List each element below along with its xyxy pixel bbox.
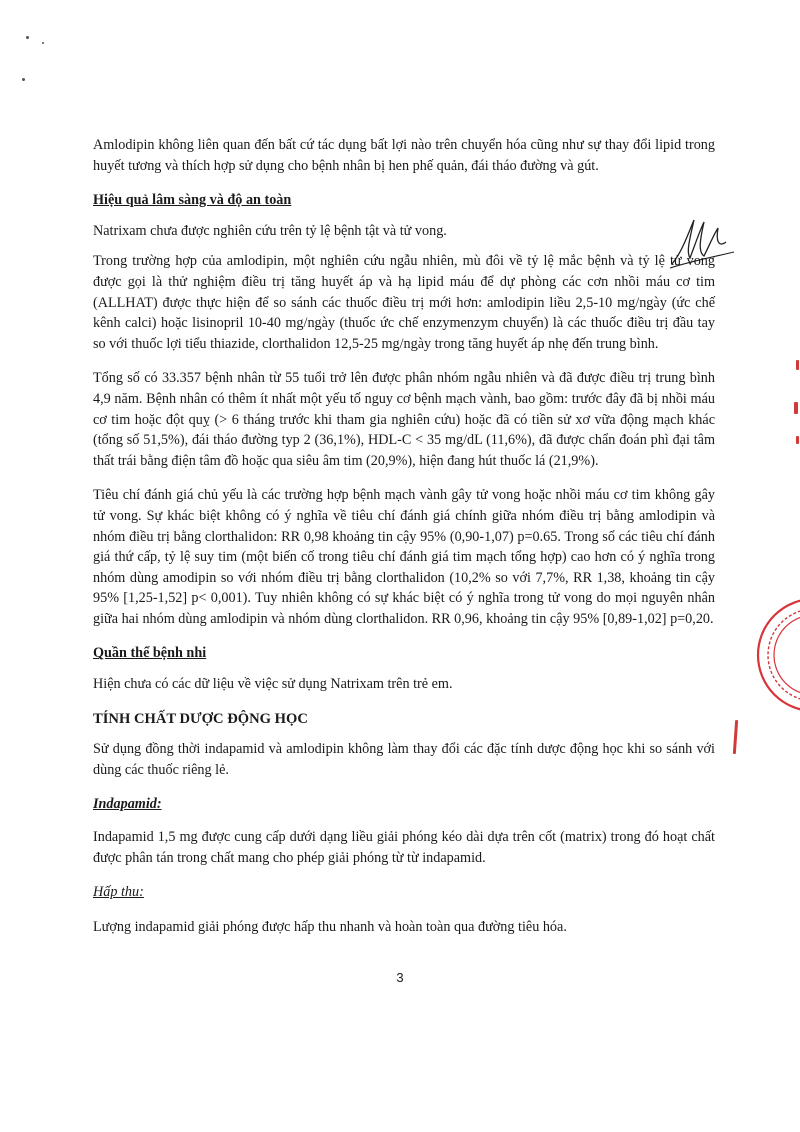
stamp-seal (752, 590, 800, 720)
paragraph-patients: Tổng số có 33.357 bệnh nhân từ 55 tuổi trở lên được phân nhóm ngẫu nhiên và đã được điều trị trung bình 4,9 năm. Bệnh nhân có thêm ít nhất một yếu tố nguy cơ bệnh mạch vành, bao gồm: trước đây đã bị nhồi máu cơ tim hoặc đột quỵ (> 6 tháng trước khi tham gia nghiên cứu) hoặc đã có tiền sử xơ vữa động mạch khác (tổng số 51,5%), đái tháo đường typ 2 (36,1%), HDL-C < 35 mg/dL (11,6%), đã được chẩn đoán phì đại tâm thất trái bằng điện tâm đồ hoặc qua siêu âm tim (20,9%), hiện đang hút thuốc lá (21,9%). (93, 370, 715, 469)
paragraph-endpoints: Tiêu chí đánh giá chủ yếu là các trường hợp bệnh mạch vành gây tử vong hoặc nhồi máu cơ tim không gây tử vong. Sự khác biệt không có ý nghĩa về tiêu chí đánh giá chính giữa nhóm điều trị bằng amlodipin và nhóm điều trị bằng clorthalidon: RR 0,98 khoảng tin cậy 95% (0,90-1,07) p=0.65. Trong số các tiêu chí đánh giá thứ cấp, tỷ lệ suy tim (một biến cố trong tiêu chí đánh giá tim mạch tổng hợp) cao hơn có ý nghĩa trong nhóm dùng amodipin so với nhóm điều trị bằng clorthalidon (10,2% so với 7,7%, RR 1,38, khoảng tin cậy 95% [1,25-1,52] p< 0,001). Tuy nhiên không có sự khác biệt có ý nghĩa trong tử vong do mọi nguyên nhân giữa hai nhóm dùng amlodipin và nhóm dùng clorthalidon. RR 0,96, khoảng tin cậy 95% [0,89-1,02] p=0,20. (93, 487, 715, 627)
scan-speck (22, 78, 25, 81)
subsection-heading-absorption: Hấp thu: (93, 884, 144, 901)
paragraph-amlodipin-metabolic: Amlodipin không liên quan đến bất cứ tác dụng bất lợi nào trên chuyển hóa cũng như sự thay đổi lipid trong huyết tương và thích hợp sử dụng cho bệnh nhân bị hen phế quản, đái tháo đường và gút. (93, 137, 715, 174)
paragraph-coadministration: Sử dụng đồng thời indapamid và amlodipin không làm thay đổi các đặc tính dược động học khi so sánh với dùng các thuốc riêng lẻ. (93, 741, 715, 778)
page-number: 3 (396, 970, 404, 985)
section-heading-pediatric: Quần thể bệnh nhi (93, 645, 207, 662)
red-edge-mark (794, 402, 798, 414)
section-heading-pharmacokinetics: TÍNH CHẤT DƯỢC ĐỘNG HỌC (93, 710, 308, 727)
paragraph-indapamid-formulation: Indapamid 1,5 mg được cung cấp dưới dạng liều giải phóng kéo dài dựa trên cốt (matrix) trong đó hoạt chất được phân tán trong chất mang cho phép giải phóng từ từ indapamid. (93, 829, 715, 866)
scan-speck (42, 42, 44, 44)
red-edge-mark (796, 360, 799, 370)
paragraph-natrixam-study: Natrixam chưa được nghiên cứu trên tỷ lệ bệnh tật và tử vong. (93, 222, 447, 239)
paragraph-allhat: Trong trường hợp của amlodipin, một nghiên cứu ngẫu nhiên, mù đôi về tỷ lệ mắc bệnh và tỷ lệ tử vong được gọi là thử nghiệm điều trị tăng huyết áp và hạ lipid máu để dự phòng các cơn nhồi máu cơ tim (ALLHAT) được thực hiện để so sánh các thuốc điều trị mới hơn: amlodipin liều 2,5-10 mg/ngày (ức chế kênh calci) hoặc lisinopril 10-40 mg/ngày (thuốc ức chế enzymenzym chuyển) là các thuốc điều trị đầu tay so với thuốc lợi tiểu thiazide, clorthalidon 12,5-25 mg/ngày trong tăng huyết áp nhẹ đến trung bình. (93, 253, 715, 352)
paragraph-pediatric: Hiện chưa có các dữ liệu về việc sử dụng Natrixam trên trẻ em. (93, 676, 453, 693)
red-edge-mark (733, 720, 738, 754)
paragraph-absorption: Lượng indapamid giải phóng được hấp thu nhanh và hoàn toàn qua đường tiêu hóa. (93, 918, 567, 935)
section-heading-clinical-efficacy: Hiệu quả lâm sàng và độ an toàn (93, 192, 292, 209)
red-edge-mark (796, 436, 799, 444)
scan-speck (26, 36, 29, 39)
document-body (93, 135, 715, 951)
subsection-heading-indapamid: Indapamid: (93, 796, 162, 813)
